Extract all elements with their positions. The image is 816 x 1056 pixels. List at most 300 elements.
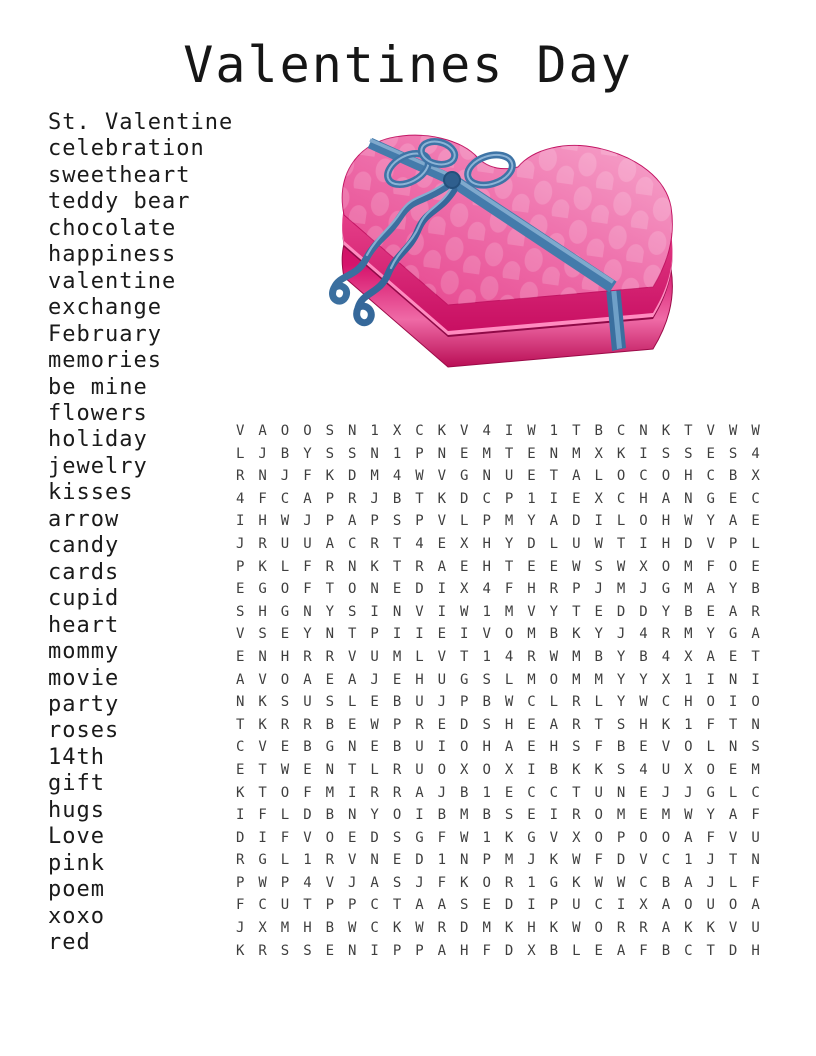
grid-cell: D: [460, 716, 469, 733]
grid-cell: T: [684, 423, 693, 439]
word-list-item: 14th: [48, 744, 105, 770]
grid-cell: V: [549, 829, 559, 846]
grid-cell: N: [370, 852, 379, 869]
grid-cell: W: [639, 694, 648, 711]
grid-cell: V: [415, 603, 424, 620]
grid-cell: V: [235, 626, 245, 643]
grid-cell: R: [303, 648, 312, 665]
grid-cell: U: [415, 739, 424, 756]
grid-cell: W: [728, 423, 738, 439]
grid-cell: A: [303, 671, 312, 688]
grid-cell: D: [370, 829, 379, 846]
grid-cell: B: [280, 445, 290, 462]
grid-cell: R: [235, 468, 245, 485]
grid-cell: E: [437, 716, 447, 733]
grid-cell: D: [616, 603, 626, 620]
grid-cell: E: [751, 513, 760, 530]
grid-cell: C: [258, 897, 267, 914]
grid-cell: R: [572, 807, 581, 824]
grid-cell: P: [392, 942, 402, 959]
grid-cell: O: [460, 739, 469, 756]
grid-cell: R: [616, 920, 626, 937]
grid-cell: V: [235, 423, 245, 439]
grid-cell: S: [616, 761, 626, 778]
word-list-item: party: [48, 691, 120, 717]
grid-cell: E: [280, 626, 290, 643]
grid-cell: I: [415, 626, 424, 643]
grid-cell: C: [280, 490, 290, 507]
grid-cell: H: [258, 513, 267, 530]
grid-cell: A: [415, 897, 424, 914]
grid-row: [229, 601, 767, 624]
grid-cell: B: [392, 490, 402, 507]
grid-cell: O: [684, 739, 693, 756]
grid-cell: R: [325, 648, 335, 665]
grid-cell: C: [751, 490, 760, 507]
grid-cell: H: [482, 739, 491, 756]
grid-cell: I: [594, 513, 603, 530]
grid-cell: O: [325, 829, 335, 846]
grid-cell: Y: [325, 603, 335, 620]
grid-cell: M: [504, 513, 514, 530]
grid-cell: R: [527, 648, 536, 665]
grid-cell: O: [684, 897, 693, 914]
grid-cell: A: [616, 942, 626, 959]
grid-cell: J: [437, 784, 447, 801]
grid-cell: R: [415, 716, 424, 733]
grid-cell: P: [460, 694, 469, 711]
grid-cell: E: [728, 648, 738, 665]
grid-row: [229, 827, 767, 850]
grid-cell: 4: [639, 761, 648, 778]
grid-cell: F: [751, 807, 760, 824]
grid-cell: P: [325, 897, 335, 914]
grid-cell: P: [482, 513, 491, 530]
grid-cell: H: [258, 603, 267, 620]
grid-cell: U: [751, 920, 760, 937]
word-list-item: gift: [48, 771, 105, 797]
grid-cell: I: [527, 897, 536, 914]
grid-cell: A: [303, 490, 312, 507]
grid-cell: E: [460, 445, 469, 462]
grid-cell: O: [594, 807, 603, 824]
grid-cell: P: [728, 535, 738, 552]
grid-cell: W: [460, 603, 469, 620]
grid-cell: I: [392, 626, 402, 643]
grid-cell: C: [706, 468, 715, 485]
grid-cell: 4: [235, 490, 245, 507]
grid-cell: I: [751, 671, 760, 688]
grid-cell: C: [482, 490, 491, 507]
grid-cell: R: [549, 581, 559, 598]
grid-cell: Y: [616, 671, 626, 688]
grid-cell: L: [549, 535, 559, 552]
grid-cell: C: [751, 784, 760, 801]
grid-cell: A: [728, 513, 738, 530]
grid-cell: S: [348, 445, 357, 462]
grid-cell: C: [594, 897, 603, 914]
grid-cell: H: [504, 716, 514, 733]
word-list-item: cupid: [48, 586, 120, 612]
grid-cell: U: [370, 648, 379, 665]
grid-cell: H: [527, 920, 536, 937]
grid-cell: K: [572, 761, 581, 778]
grid-cell: C: [527, 694, 536, 711]
grid-cell: W: [460, 829, 469, 846]
grid-cell: T: [392, 558, 402, 575]
grid-cell: X: [639, 897, 648, 914]
grid-cell: P: [504, 490, 514, 507]
grid-cell: R: [661, 626, 671, 643]
grid-cell: V: [437, 648, 447, 665]
word-list-item: St. Valentine: [48, 110, 234, 135]
grid-cell: K: [235, 784, 245, 801]
grid-cell: R: [504, 874, 514, 891]
grid-cell: A: [728, 603, 738, 620]
grid-cell: Y: [616, 694, 626, 711]
grid-cell: W: [504, 694, 514, 711]
grid-cell: L: [460, 513, 469, 530]
grid-cell: N: [751, 852, 760, 869]
grid-cell: T: [751, 648, 760, 665]
grid-cell: E: [639, 739, 648, 756]
grid-cell: R: [751, 603, 760, 620]
grid-cell: K: [258, 716, 267, 733]
grid-cell: B: [325, 716, 335, 733]
grid-cell: Y: [706, 626, 715, 643]
grid-cell: S: [482, 671, 491, 688]
grid-cell: K: [549, 920, 559, 937]
grid-cell: N: [258, 468, 267, 485]
grid-cell: L: [549, 694, 559, 711]
grid-cell: J: [280, 468, 290, 485]
grid-cell: B: [325, 920, 335, 937]
grid-cell: V: [348, 648, 357, 665]
grid-cell: T: [258, 784, 267, 801]
grid-row: [229, 736, 767, 759]
grid-cell: X: [392, 423, 402, 439]
grid-cell: O: [661, 558, 671, 575]
grid-cell: E: [504, 784, 514, 801]
grid-cell: O: [504, 626, 514, 643]
grid-cell: O: [594, 829, 603, 846]
grid-cell: A: [325, 535, 335, 552]
grid-cell: C: [370, 897, 379, 914]
grid-cell: T: [504, 558, 514, 575]
grid-cell: I: [235, 513, 245, 530]
grid-cell: E: [235, 648, 245, 665]
grid-cell: D: [728, 942, 738, 959]
grid-cell: T: [460, 648, 469, 665]
grid-cell: V: [728, 920, 738, 937]
grid-cell: L: [706, 739, 715, 756]
word-list-item: flowers: [48, 400, 148, 426]
grid-cell: S: [751, 739, 760, 756]
grid-cell: D: [639, 603, 648, 620]
grid-cell: V: [728, 829, 738, 846]
grid-cell: V: [437, 468, 447, 485]
grid-cell: N: [348, 942, 357, 959]
grid-cell: B: [325, 807, 335, 824]
grid-cell: I: [348, 784, 357, 801]
grid-cell: V: [258, 671, 267, 688]
grid-cell: B: [482, 807, 491, 824]
word-list-item: red: [48, 930, 91, 956]
grid-cell: R: [572, 716, 581, 733]
grid-cell: Y: [706, 807, 715, 824]
grid-cell: I: [437, 581, 447, 598]
grid-cell: N: [482, 468, 491, 485]
grid-cell: C: [527, 784, 536, 801]
grid-cell: F: [437, 829, 447, 846]
grid-cell: H: [661, 513, 671, 530]
grid-cell: L: [280, 807, 290, 824]
grid-row: [229, 578, 767, 601]
grid-cell: K: [258, 558, 267, 575]
grid-cell: Y: [728, 581, 738, 598]
grid-cell: 1: [527, 874, 536, 891]
grid-cell: H: [527, 581, 536, 598]
grid-cell: P: [348, 897, 357, 914]
grid-cell: O: [594, 920, 603, 937]
grid-cell: P: [235, 874, 245, 891]
grid-cell: B: [661, 942, 671, 959]
word-list-item: arrow: [48, 506, 120, 532]
word-list-item: Love: [48, 824, 105, 850]
grid-cell: G: [325, 739, 335, 756]
grid-cell: K: [706, 920, 715, 937]
grid-cell: O: [706, 761, 715, 778]
grid-cell: T: [572, 423, 581, 439]
grid-cell: W: [684, 807, 693, 824]
grid-cell: Y: [639, 671, 648, 688]
grid-cell: I: [527, 761, 536, 778]
grid-cell: D: [572, 513, 581, 530]
grid-row: [229, 420, 767, 443]
grid-cell: L: [594, 694, 603, 711]
grid-cell: O: [280, 671, 290, 688]
word-list-item: exchange: [48, 295, 162, 321]
grid-row: [229, 623, 767, 646]
grid-cell: V: [460, 423, 469, 439]
grid-cell: 4: [639, 626, 648, 643]
grid-cell: B: [616, 739, 626, 756]
grid-row: [229, 714, 767, 737]
word-list: [48, 110, 233, 957]
grid-cell: J: [258, 445, 267, 462]
grid-cell: J: [706, 874, 715, 891]
word-list-item: be mine: [48, 374, 148, 400]
grid-row: [229, 488, 767, 511]
word-list-item: heart: [48, 612, 120, 638]
grid-cell: A: [684, 829, 693, 846]
grid-cell: 4: [482, 581, 491, 598]
grid-cell: H: [751, 942, 760, 959]
grid-cell: F: [437, 874, 447, 891]
grid-cell: N: [325, 626, 335, 643]
grid-cell: P: [325, 513, 335, 530]
grid-cell: D: [684, 535, 693, 552]
grid-cell: N: [258, 648, 267, 665]
grid-cell: E: [549, 558, 559, 575]
grid-cell: H: [303, 920, 312, 937]
heart-gift-box-svg: [300, 112, 710, 412]
word-list-item: memories: [48, 348, 162, 374]
grid-cell: C: [639, 874, 648, 891]
grid-cell: F: [303, 468, 312, 485]
grid-cell: R: [303, 716, 312, 733]
grid-cell: W: [348, 920, 357, 937]
word-list-item: teddy bear: [48, 189, 191, 215]
grid-cell: E: [572, 490, 581, 507]
grid-cell: O: [639, 829, 648, 846]
grid-cell: F: [639, 942, 648, 959]
grid-row: [229, 465, 767, 488]
grid-cell: O: [392, 807, 402, 824]
grid-cell: T: [348, 626, 357, 643]
grid-cell: E: [527, 716, 536, 733]
grid-cell: B: [728, 468, 738, 485]
grid-row: [229, 556, 767, 579]
grid-cell: A: [258, 423, 267, 439]
grid-cell: 4: [415, 535, 424, 552]
grid-cell: S: [325, 423, 335, 439]
grid-cell: J: [616, 626, 626, 643]
grid-cell: F: [258, 807, 267, 824]
grid-cell: P: [616, 829, 626, 846]
grid-cell: I: [460, 626, 469, 643]
grid-cell: D: [616, 852, 626, 869]
grid-cell: C: [639, 468, 648, 485]
grid-cell: A: [549, 513, 559, 530]
grid-cell: P: [482, 852, 491, 869]
grid-row: [229, 669, 767, 692]
grid-cell: V: [706, 535, 715, 552]
grid-cell: Y: [504, 535, 514, 552]
grid-cell: N: [549, 445, 559, 462]
grid-cell: C: [348, 535, 357, 552]
grid-cell: K: [460, 874, 469, 891]
grid-cell: C: [684, 942, 693, 959]
grid-cell: P: [235, 558, 245, 575]
grid-cell: L: [728, 784, 738, 801]
grid-cell: E: [706, 603, 715, 620]
grid-cell: K: [392, 920, 402, 937]
grid-cell: T: [572, 784, 581, 801]
grid-cell: 1: [437, 852, 447, 869]
grid-cell: J: [706, 852, 715, 869]
grid-cell: I: [235, 807, 245, 824]
grid-cell: E: [325, 942, 335, 959]
grid-cell: E: [303, 761, 312, 778]
grid-cell: E: [728, 490, 738, 507]
grid-row: [229, 533, 767, 556]
grid-cell: M: [684, 558, 693, 575]
grid-cell: R: [639, 920, 648, 937]
grid-cell: 1: [392, 445, 402, 462]
word-list-item: pink: [48, 850, 105, 876]
grid-cell: T: [549, 468, 559, 485]
grid-cell: U: [572, 535, 581, 552]
grid-cell: L: [594, 468, 603, 485]
grid-cell: B: [594, 423, 603, 439]
grid-cell: N: [370, 581, 379, 598]
grid-cell: R: [370, 784, 379, 801]
grid-cell: A: [751, 897, 760, 914]
grid-cell: C: [415, 423, 424, 439]
grid-cell: E: [437, 535, 447, 552]
grid-cell: D: [235, 829, 245, 846]
grid-cell: A: [661, 490, 671, 507]
grid-cell: E: [370, 739, 379, 756]
grid-cell: S: [325, 445, 335, 462]
grid-cell: L: [370, 761, 379, 778]
grid-cell: U: [706, 897, 715, 914]
grid-cell: H: [639, 716, 648, 733]
word-list-item: celebration: [48, 136, 205, 162]
grid-cell: S: [280, 942, 290, 959]
grid-cell: X: [639, 558, 648, 575]
grid-cell: 1: [684, 716, 693, 733]
grid-cell: T: [348, 761, 357, 778]
grid-cell: R: [325, 558, 335, 575]
grid-cell: G: [258, 581, 267, 598]
grid-cell: E: [594, 603, 603, 620]
grid-cell: A: [504, 739, 514, 756]
grid-cell: L: [235, 445, 245, 462]
grid-cell: N: [348, 739, 357, 756]
word-list-item: hugs: [48, 797, 105, 823]
grid-cell: Y: [303, 445, 312, 462]
grid-cell: M: [392, 648, 402, 665]
grid-cell: W: [258, 874, 267, 891]
grid-cell: H: [684, 468, 693, 485]
grid-cell: I: [437, 603, 447, 620]
grid-cell: U: [504, 468, 514, 485]
grid-cell: C: [370, 920, 379, 937]
grid-cell: W: [415, 920, 424, 937]
grid-cell: N: [639, 423, 648, 439]
grid-cell: X: [572, 829, 581, 846]
grid-cell: D: [460, 490, 469, 507]
grid-cell: U: [415, 761, 424, 778]
grid-cell: U: [661, 761, 671, 778]
grid-cell: W: [594, 535, 603, 552]
grid-cell: T: [258, 761, 267, 778]
grid-cell: F: [235, 897, 245, 914]
grid-cell: V: [527, 603, 536, 620]
grid-cell: D: [348, 468, 357, 485]
grid-cell: B: [684, 603, 693, 620]
grid-cell: C: [616, 490, 626, 507]
grid-cell: L: [728, 874, 738, 891]
grid-cell: 1: [482, 829, 491, 846]
grid-cell: A: [661, 920, 671, 937]
grid-cell: H: [482, 535, 491, 552]
grid-cell: U: [280, 535, 290, 552]
grid-cell: I: [258, 829, 267, 846]
grid-cell: J: [370, 490, 379, 507]
grid-cell: B: [549, 761, 559, 778]
grid-cell: E: [325, 671, 335, 688]
grid-row: [229, 849, 767, 872]
grid-cell: A: [348, 513, 357, 530]
grid-cell: J: [303, 513, 312, 530]
grid-cell: O: [482, 761, 491, 778]
grid-cell: P: [392, 716, 402, 733]
grid-cell: E: [348, 829, 357, 846]
word-list-item: poem: [48, 877, 105, 903]
